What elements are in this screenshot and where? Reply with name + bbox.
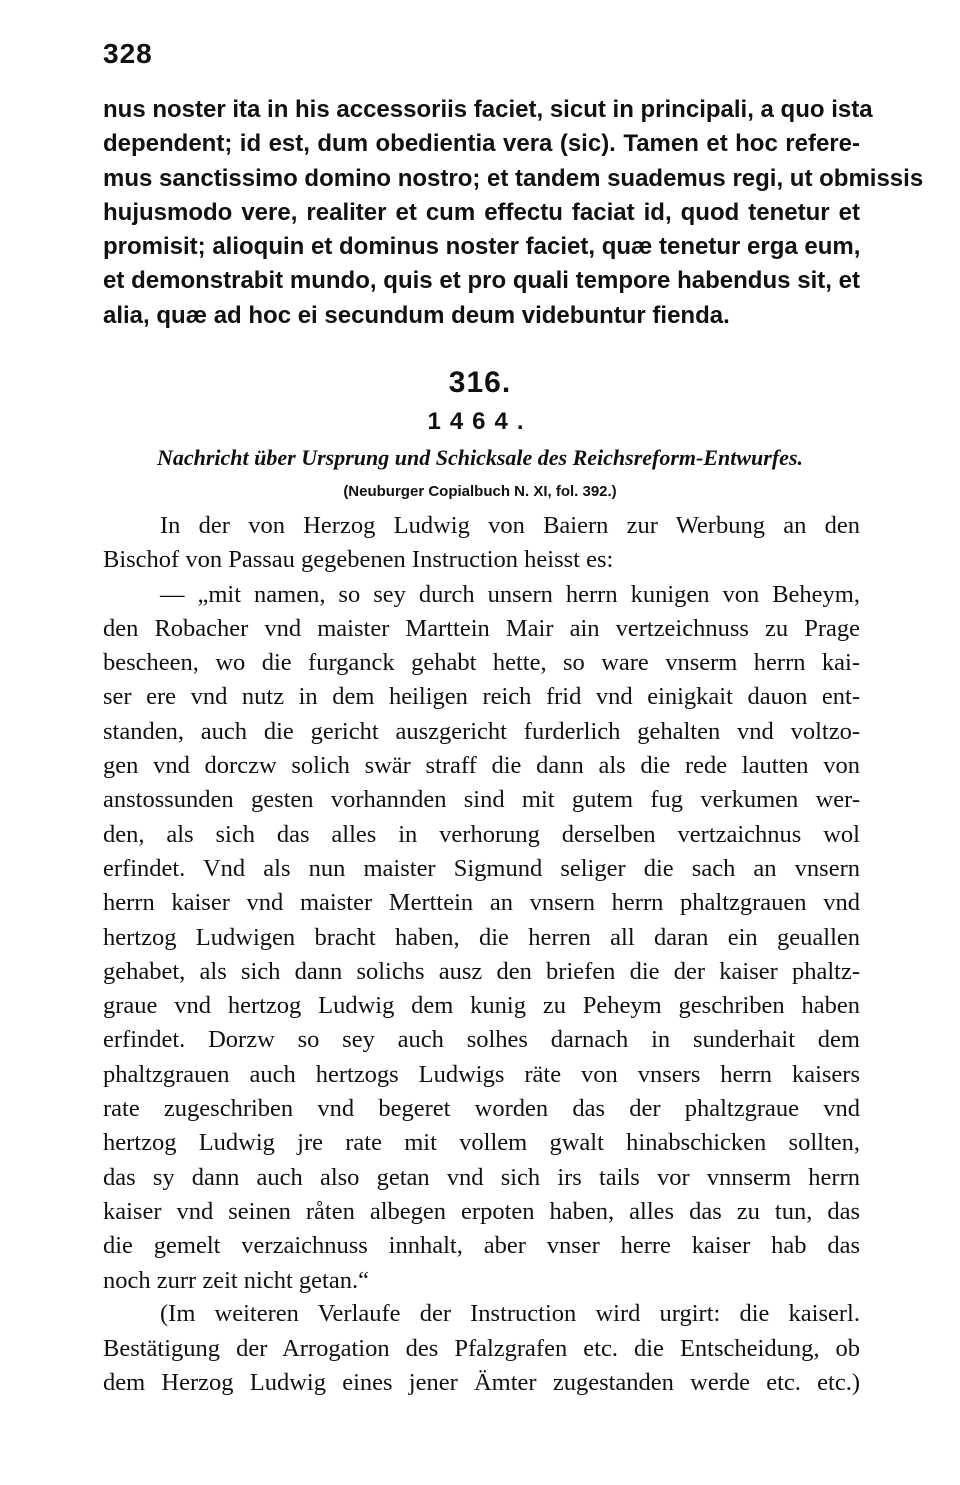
text-line: Bischof von Passau gegebenen Instruction heisst es: xyxy=(103,546,614,574)
text-line: phaltzgrauen auch hertzogs Ludwigs räte von vnsers herrn kaisers xyxy=(103,1060,860,1088)
document-source: (Neuburger Copialbuch N. XI, fol. 392.) xyxy=(343,483,617,500)
document-number: 316. xyxy=(448,366,512,399)
text-line: et demonstrabit mundo, quis et pro quali tempore habendus sit, et xyxy=(103,267,860,295)
text-line: Bestätigung der Arrogation des Pfalzgrafen etc. die Entscheidung, ob xyxy=(103,1334,860,1362)
text-line: — „mit namen, so sey durch unsern herrn kunigen von Beheym, xyxy=(160,580,860,608)
text-line: hujusmodo vere, realiter et cum effectu faciat id, quod tenetur et xyxy=(103,198,860,226)
text-line: graue vnd hertzog Ludwig dem kunig zu Peheym geschriben haben xyxy=(103,992,860,1020)
text-line: promisit; alioquin et dominus noster faciet, quæ tenetur erga eum, xyxy=(103,233,861,261)
text-line: herrn kaiser vnd maister Merttein an vnsern herrn phaltzgrauen vnd xyxy=(103,889,860,917)
text-line: noch zurr zeit nicht getan.“ xyxy=(103,1266,369,1294)
text-line: erfindet. Dorzw so sey auch solhes darnach in sunderhait dem xyxy=(103,1026,860,1054)
text-line: rate zugeschriben vnd begeret worden das der phaltzgraue vnd xyxy=(103,1095,860,1123)
document-body xyxy=(103,509,860,1298)
text-line: (Im weiteren Verlaufe der Instruction wird urgirt: die kaiserl. xyxy=(160,1300,860,1327)
previous-document-text xyxy=(103,93,924,333)
text-line: gen vnd dorczw solich swär straff die dann als die rede lautten von xyxy=(103,752,860,780)
text-line: hertzog Ludwigen bracht haben, die herren all daran ein geuallen xyxy=(103,923,860,951)
text-line: In der von Herzog Ludwig von Baiern zur Werbung an den xyxy=(160,512,860,539)
text-line: kaiser vnd seinen råten albegen erpoten haben, alles das zu tun, das xyxy=(103,1197,860,1225)
text-line: nus noster ita in his accessoriis faciet, sicut in principali, a quo ista xyxy=(103,96,873,123)
text-line: ser ere vnd nutz in dem heiligen reich frid vnd einigkait dauon ent- xyxy=(103,683,860,711)
text-line: standen, auch die gericht auszgericht furderlich gehalten vnd voltzo- xyxy=(103,717,860,745)
page-number: 328 xyxy=(103,38,153,69)
text-line: die gemelt verzaichnuss innhalt, aber vnser herre kaiser hab das xyxy=(103,1232,860,1260)
text-line: den Robacher vnd maister Marttein Mair ain vertzeichnuss zu Prage xyxy=(103,614,860,642)
text-line: das sy dann auch also getan vnd sich irs tails vor vnnserm herrn xyxy=(103,1163,860,1191)
text-line: hertzog Ludwig jre rate mit vollem gwalt hinabschicken sollten, xyxy=(103,1129,860,1157)
text-line: anstossunden gesten vorhannden sind mit gutem fug verkumen wer- xyxy=(103,786,860,814)
document-note xyxy=(103,1297,860,1401)
text-line: gehabet, als sich dann solichs ausz den briefen die der kaiser phaltz- xyxy=(103,957,860,985)
text-line: bescheen, wo die furganck gehabt hette, so ware vnserm herrn kai- xyxy=(103,649,860,677)
text-line: alia, quæ ad hoc ei secundum deum videbuntur fienda. xyxy=(103,301,730,329)
text-line: dependent; id est, dum obedientia vera (sic). Tamen et hoc refere- xyxy=(103,130,860,158)
document-year: 1464. xyxy=(427,408,533,435)
text-line: den, als sich das alles in verhorung derselben vertzaichnus wol xyxy=(103,820,860,848)
text-line: dem Herzog Ludwig eines jener Ämter zugestanden werde etc. etc.) xyxy=(103,1369,860,1396)
text-line: mus sanctissimo domino nostro; et tandem suademus regi, ut obmissis xyxy=(103,164,924,192)
text-line: erfindet. Vnd als nun maister Sigmund seliger die sach an vnsern xyxy=(103,854,860,882)
document-heading: Nachricht über Ursprung und Schicksale des Reichsreform-Entwurfes. xyxy=(156,445,804,470)
